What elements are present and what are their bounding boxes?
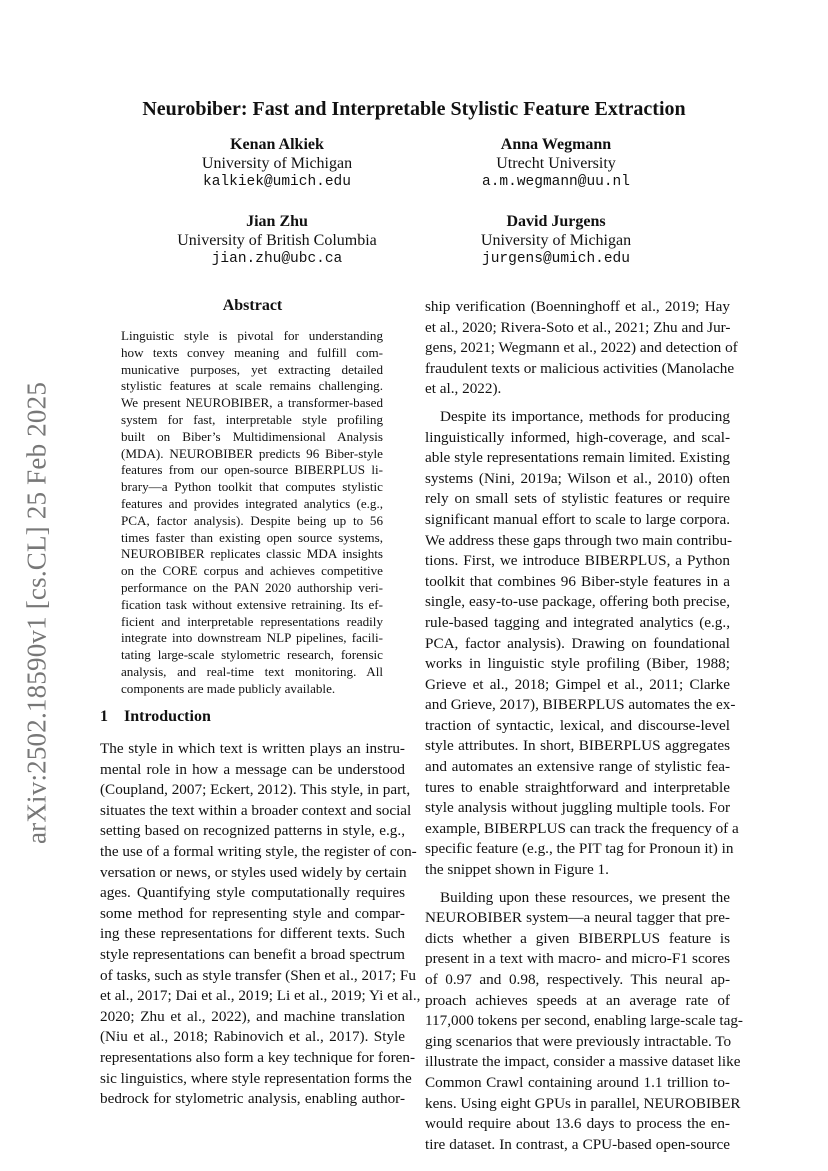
author-name: Kenan Alkiek	[230, 136, 324, 153]
text-line: tire dataset. In contrast, a CPU-based open-source	[425, 1135, 730, 1153]
text-line: et al., 2017; Dai et al., 2019; Li et al., 2019; Yi et al.,	[100, 987, 421, 1005]
text-line: stylistic features at scale remains challenging.	[121, 378, 383, 394]
text-line: (Coupland, 2007; Eckert, 2012). This style, in part,	[100, 781, 411, 799]
text-line: We address these gaps through two main contribu-	[425, 531, 733, 549]
text-line: able style representations remain limited. Existing	[425, 449, 730, 467]
text-line: versation or news, or styles used widely by certain	[100, 863, 407, 881]
left-column-body	[100, 739, 421, 1110]
author-email[interactable]: a.m.wegmann@uu.nl	[482, 174, 630, 190]
text-line: municative purposes, yet extracting detailed	[121, 361, 383, 377]
text-line: Linguistic style is pivotal for understanding	[121, 328, 383, 343]
text-line: of tasks, such as style transfer (Shen et al., 2017; Fu	[100, 966, 416, 984]
text-line: brary—a Python toolkit that computes stylistic	[121, 479, 383, 495]
text-line: toolkit that combines 96 Biber-style features in a	[425, 572, 730, 590]
text-line: kens. Using eight GPUs in parallel, NEUROBIBER	[425, 1094, 741, 1112]
text-line: Grieve et al., 2018; Gimpel et al., 2011; Clarke	[425, 675, 730, 693]
author-email[interactable]: jurgens@umich.edu	[482, 251, 630, 267]
arxiv-id: arXiv:2502.18590v1 [cs.CL] 25 Feb 2025	[21, 381, 52, 844]
text-line: et al., 2022).	[425, 380, 502, 398]
section-title: Introduction	[124, 708, 211, 725]
text-line: ship verification (Boenninghoff et al., 2019; Hay	[425, 298, 730, 315]
text-line: fication task without extensive retraining. Its ef-	[121, 596, 383, 612]
text-line: specific feature (e.g., the PIT tag for Pronoun it) in	[425, 840, 734, 858]
abstract-heading: Abstract	[222, 297, 283, 314]
text-line: Despite its importance, methods for producing	[440, 407, 730, 425]
text-line: example, BIBERPLUS can track the frequency of a	[425, 819, 739, 837]
text-line: situates the text within a broader context and social	[100, 801, 412, 819]
text-line: tions. First, we introduce BIBERPLUS, a Python	[425, 552, 730, 570]
author-affiliation: University of British Columbia	[177, 232, 377, 249]
text-line: would require about 13.6 days to process the en-	[425, 1115, 730, 1133]
text-line: some method for representing style and compar-	[100, 904, 405, 922]
section-heading	[100, 708, 211, 726]
text-line: fraudulent texts or malicious activities (Manolache	[425, 359, 735, 377]
text-line: times faster than existing open source systems,	[121, 529, 383, 545]
author-name: Anna Wegmann	[500, 136, 612, 153]
author-email[interactable]: kalkiek@umich.edu	[203, 174, 351, 190]
text-line: (MDA). NEUROBIBER predicts 96 Biber-style	[121, 445, 383, 461]
text-line: the use of a formal writing style, the register of con-	[100, 842, 417, 860]
text-line: The style in which text is written plays an instru-	[100, 740, 405, 757]
text-line: representations also form a key technique for foren-	[100, 1048, 416, 1066]
text-line: gens, 2021; Wegmann et al., 2022) and detection of	[425, 339, 738, 357]
text-line: ficient and interpretable representations readily	[121, 613, 383, 629]
text-line: ages. Quantifying style computationally requires	[100, 884, 405, 902]
author-affiliation: University of Michigan	[201, 155, 353, 172]
text-line: setting based on recognized patterns in style, e.g.,	[100, 822, 405, 840]
text-line: the snippet shown in Figure 1.	[425, 861, 609, 879]
text-line: Building upon these resources, we present the	[440, 888, 730, 906]
text-line: rule-based tagging and integrated analytics (e.g.,	[425, 613, 730, 631]
text-line: proach achieves speeds at an average rate of	[425, 991, 730, 1009]
text-line: significant manual effort to scale to large corpora.	[425, 510, 730, 528]
text-line: features from our open-source BIBERPLUS li-	[121, 462, 383, 478]
author-block	[391, 212, 721, 269]
author-affiliation: Utrecht University	[496, 155, 616, 172]
text-line: on the CORE corpus and achieves competitive	[121, 563, 383, 579]
paper-title: Neurobiber: Fast and Interpretable Stylistic Feature Extraction	[142, 98, 686, 120]
text-line: single, easy-to-use package, offering both precise,	[425, 593, 730, 611]
text-line: et al., 2020; Rivera-Soto et al., 2021; Zhu and Jur-	[425, 318, 731, 336]
text-line: present in a text with macro- and micro-F1 scores	[425, 950, 730, 968]
text-line: NEUROBIBER replicates classic MDA insights	[121, 546, 383, 562]
text-line: bedrock for stylometric analysis, enabling author-	[100, 1090, 405, 1108]
text-line: style analysis without juggling multiple tools. For	[425, 799, 730, 817]
text-line: features and provides integrated analytics (e.g.,	[121, 495, 383, 511]
text-line: analysis, and real-time text monitoring. All	[121, 663, 383, 679]
text-line: how texts convey meaning and fulfill com-	[121, 344, 383, 360]
author-name: Jian Zhu	[246, 213, 308, 230]
text-line: mental role in how a message can be understood	[100, 760, 405, 778]
text-line: sic linguistics, where style representation forms the	[100, 1069, 412, 1087]
text-line: 2020; Zhu et al., 2022), and machine translation	[100, 1007, 405, 1025]
text-line: traction of syntactic, lexical, and discourse-level	[425, 716, 730, 734]
text-line: illustrate the impact, consider a massive dataset like	[425, 1053, 741, 1071]
text-line: We present NEUROBIBER, a transformer-based	[121, 395, 383, 411]
text-line: of 0.97 and 0.98, respectively. This neural ap-	[425, 971, 730, 988]
text-line: components are made publicly available.	[121, 680, 336, 696]
text-line: dicts whether a given BIBERPLUS feature is	[425, 929, 730, 947]
text-line: 117,000 tokens per second, enabling large-scale tag-	[425, 1012, 743, 1030]
right-column-body	[425, 297, 743, 1155]
section-number: 1	[100, 708, 108, 725]
abstract-body	[121, 328, 383, 698]
text-line: PCA, factor analysis). Despite being up to 56	[121, 512, 383, 528]
text-line: built on Biber’s Multidimensional Analysis	[121, 428, 383, 444]
text-line: (Niu et al., 2018; Rabinovich et al., 2017). Style	[100, 1028, 405, 1046]
text-line: PCA, factor analysis). Drawing on foundational	[425, 634, 730, 652]
author-name: David Jurgens	[506, 213, 606, 230]
arxiv-sidebar-stamp	[14, 365, 60, 860]
text-line: and Grieve, 2017), BIBERPLUS automates the ex-	[425, 696, 736, 714]
text-line: system for fast, interpretable style profiling	[121, 411, 383, 427]
text-line: style representations can benefit a broad spectrum	[100, 945, 405, 963]
text-line: style attributes. In short, BIBERPLUS aggregates	[425, 737, 730, 755]
text-line: ing these representations for different texts. Such	[100, 925, 405, 943]
author-affiliation: University of Michigan	[480, 232, 632, 249]
text-line: and automates an extensive range of stylistic fea-	[425, 758, 730, 776]
text-line: tures to enable straightforward and interpretable	[425, 778, 730, 796]
author-email[interactable]: jian.zhu@ubc.ca	[211, 251, 343, 267]
author-block	[391, 135, 721, 192]
text-line: works in linguistic style profiling (Biber, 1988;	[425, 655, 730, 673]
text-line: integrate into downstream NLP pipelines, facili-	[121, 630, 383, 646]
text-line: NEUROBIBER system—a neural tagger that pre-	[425, 909, 730, 927]
text-line: performance on the PAN 2020 authorship veri-	[121, 579, 383, 595]
text-line: ging scenarios that were previously intractable. To	[425, 1032, 732, 1050]
text-line: Common Crawl containing around 1.1 trillion to-	[425, 1073, 730, 1091]
text-line: linguistically informed, high-coverage, and scal-	[425, 428, 730, 446]
text-line: rely on small sets of stylistic features or require	[425, 490, 730, 508]
text-line: tating large-scale stylometric research, forensic	[121, 647, 383, 663]
text-line: systems (Nini, 2019a; Wilson et al., 2010) often	[425, 469, 730, 487]
